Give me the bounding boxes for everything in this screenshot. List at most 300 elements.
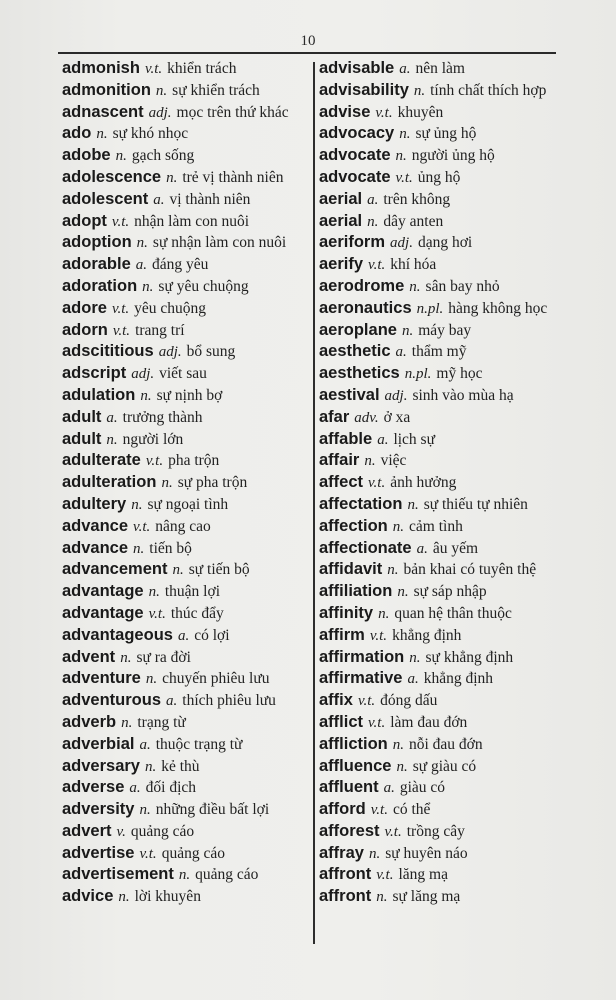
definition: khí hóa [390,256,437,274]
part-of-speech: v.t. [111,213,130,230]
headword: adventure [62,669,141,688]
dictionary-entry [62,429,314,451]
headword: affluent [319,778,379,797]
part-of-speech: n. [409,278,421,295]
dictionary-entry [319,821,571,843]
dictionary-entry [62,734,314,756]
definition: sự thiếu tự nhiên [423,495,528,513]
part-of-speech: v.t. [375,104,393,121]
definition: sự khiển trách [172,81,260,99]
dictionary-entry [62,516,314,538]
part-of-speech: n. [397,584,409,601]
dictionary-entry [62,232,314,254]
headword: affection [319,516,388,535]
definition: hàng không học [448,299,548,317]
part-of-speech: n. [115,148,127,165]
headword: adore [62,298,107,317]
headword: adulation [62,385,136,404]
dictionary-entry [62,821,314,843]
definition: sinh vào mùa hạ [412,386,514,404]
definition: trẻ vị thành niên [182,168,284,186]
definition: sự tiến bộ [188,561,250,579]
headword: affectionate [319,538,412,557]
definition: trạng từ [137,713,186,731]
part-of-speech: v.t. [111,300,130,317]
headword: afflict [319,712,364,731]
definition: kẻ thù [161,757,200,775]
part-of-speech: a. [135,257,148,274]
dictionary-entry [62,80,314,102]
headword: advertisement [62,865,174,884]
definition: người ủng hộ [411,147,495,165]
definition: sự ngoại tình [147,495,229,513]
definition: sự khó nhọc [112,125,189,143]
part-of-speech: n. [121,714,133,731]
headword: advise [319,102,371,121]
dictionary-entry [62,581,314,603]
dictionary-entry [319,320,571,342]
headword: advert [62,821,112,840]
part-of-speech: n. [409,649,421,666]
headword: affidavit [319,560,383,579]
dictionary-entry [319,102,571,124]
dictionary-entry [62,756,314,778]
dictionary-entry [319,603,571,625]
part-of-speech: a. [395,344,407,361]
part-of-speech: a. [407,671,419,688]
part-of-speech: n. [396,758,408,775]
headword: advocate [319,167,391,186]
part-of-speech: n. [142,278,154,295]
left-column [62,58,314,908]
definition: yêu chuộng [134,299,207,317]
definition: quảng cáo [161,844,225,862]
definition: âu yếm [432,539,479,557]
headword: adscititious [62,342,154,361]
definition: bổ sung [186,343,236,361]
dictionary-entry [319,145,571,167]
dictionary-entry [62,211,314,233]
definition: vị thành niên [169,190,251,208]
headword: aestival [319,385,380,404]
dictionary-entry [319,472,571,494]
part-of-speech: n.pl. [416,300,444,317]
part-of-speech: n. [387,562,399,579]
dictionary-entry [62,494,314,516]
headword: advocacy [319,124,395,143]
dictionary-entry [62,123,314,145]
headword: advantageous [62,625,173,644]
dictionary-entry [319,734,571,756]
dictionary-entry [62,320,314,342]
definition: nỗi đau đớn [409,735,483,753]
part-of-speech: a. [416,540,428,557]
headword: adolescent [62,189,149,208]
part-of-speech: adj. [131,366,155,383]
dictionary-entry [62,799,314,821]
definition: ở xa [383,408,411,426]
definition: chuyến phiêu lưu [162,670,270,688]
dictionary-entry [62,668,314,690]
dictionary-entry [62,450,314,472]
dictionary-entry [319,581,571,603]
definition: cảm tình [409,517,463,535]
headword: aerial [319,211,363,230]
headword: adult [62,407,102,426]
definition: quan hệ thân thuộc [394,604,512,622]
definition: sự khẳng định [425,648,514,666]
headword: affront [319,865,372,884]
dictionary-entry [62,407,314,429]
headword: afforest [319,821,380,840]
dictionary-entry [62,864,314,886]
definition: sự nhận làm con nuôi [152,234,287,252]
dictionary-entry [319,625,571,647]
dictionary-entry [319,516,571,538]
part-of-speech: v. [116,823,126,840]
dictionary-entry [319,211,571,233]
dictionary-entry [319,647,571,669]
headword: ado [62,124,92,143]
definition: tính chất thích hợp [430,81,547,99]
part-of-speech: v.t. [357,693,376,710]
definition: sự sáp nhập [413,583,487,601]
definition: làm đau đớn [390,713,468,731]
part-of-speech: adv. [354,409,379,426]
part-of-speech: n. [368,845,381,862]
part-of-speech: n. [133,540,145,557]
dictionary-entry [62,712,314,734]
definition: những điều bất lợi [155,801,270,819]
headword: afar [319,407,350,426]
part-of-speech: a. [367,191,379,208]
part-of-speech: v.t. [144,61,163,77]
dictionary-entry [319,276,571,298]
headword: affirm [319,625,365,644]
dictionary-entry [62,385,314,407]
headword: adult [62,429,102,448]
part-of-speech: a. [177,627,190,644]
part-of-speech: a. [383,780,395,797]
definition: lời khuyên [134,888,201,906]
dictionary-entry [319,864,571,886]
definition: mỹ học [436,365,483,383]
definition: ảnh hưởng [390,474,457,492]
part-of-speech: n. [392,518,405,535]
headword: advocate [319,146,391,165]
part-of-speech: a. [166,693,178,710]
headword: adultery [62,494,127,513]
dictionary-entry [62,58,314,80]
column-divider [313,62,315,944]
part-of-speech: n. [178,867,191,884]
headword: affiliation [319,582,393,601]
dictionary-entry [319,407,571,429]
dictionary-entry [319,189,571,211]
part-of-speech: n. [392,736,404,753]
dictionary-entry [319,712,571,734]
definition: người lớn [122,430,184,448]
headword: adorn [62,320,108,339]
definition: nâng cao [155,517,211,535]
dictionary-entry [319,298,571,320]
dictionary-entry [319,429,571,451]
dictionary-entry [319,559,571,581]
part-of-speech: n. [364,453,376,470]
definition: trưởng thành [122,408,203,426]
dictionary-entry [62,254,314,276]
headword: affliction [319,734,388,753]
right-column [319,58,571,908]
definition: sự huyên náo [385,844,468,862]
headword: adverb [62,712,117,731]
part-of-speech: a. [106,409,118,426]
headword: adulterate [62,451,141,470]
part-of-speech: n. [172,562,184,579]
dictionary-entry [62,167,314,189]
headword: advisability [319,80,409,99]
headword: affluence [319,756,392,775]
definition: việc [380,452,407,470]
dictionary-entry [319,843,571,865]
dictionary-entry [319,538,571,560]
part-of-speech: n. [399,126,411,143]
headword: adverbial [62,734,135,753]
part-of-speech: n. [140,387,152,404]
dictionary-entry [62,145,314,167]
dictionary-entry [62,102,314,124]
headword: advent [62,647,116,666]
part-of-speech: v.t. [145,453,164,470]
definition: bản khai có tuyên thệ [403,561,537,579]
part-of-speech: v.t. [368,475,386,492]
definition: trang trí [135,321,185,339]
headword: advantage [62,603,144,622]
definition: khiển trách [167,60,237,77]
dictionary-entry [62,559,314,581]
definition: thích phiêu lưu [182,692,276,710]
part-of-speech: n. [367,213,379,230]
definition: đáng yêu [152,256,209,274]
headword: affray [319,843,364,862]
definition: thuận lợi [164,583,220,601]
dictionary-entry [319,80,571,102]
definition: đóng dấu [380,692,438,710]
dictionary-entry [62,886,314,908]
dictionary-entry [62,363,314,385]
headword: afford [319,800,366,819]
dictionary-entry [62,472,314,494]
headword: affable [319,429,373,448]
headword: aerify [319,255,364,274]
headword: aeriform [319,233,386,252]
dictionary-entry [62,690,314,712]
definition: trồng cây [406,822,465,840]
part-of-speech: n. [401,322,414,339]
dictionary-entry [319,450,571,472]
dictionary-entry [62,341,314,363]
dictionary-entry [319,886,571,908]
part-of-speech: n. [136,235,148,252]
part-of-speech: v.t. [368,714,386,731]
definition: thẩm mỹ [411,343,467,361]
dictionary-entry [319,799,571,821]
part-of-speech: n. [161,475,173,492]
dictionary-entry [319,232,571,254]
part-of-speech: adj. [384,387,408,404]
headword: aerodrome [319,276,405,295]
definition: sự lăng mạ [392,888,461,906]
headword: adscript [62,364,127,383]
dictionary-entry [62,276,314,298]
part-of-speech: a. [129,780,141,797]
headword: adorable [62,255,131,274]
definition: sự pha trộn [177,474,248,492]
definition: nhận làm con nuôi [134,212,250,230]
headword: adolescence [62,167,162,186]
definition: có thể [392,801,431,819]
headword: affirmative [319,669,403,688]
definition: trên không [383,190,451,208]
part-of-speech: v.t. [133,518,151,535]
dictionary-entry [319,254,571,276]
headword: affair [319,451,360,470]
part-of-speech: n. [118,889,130,906]
dictionary-entry [319,690,571,712]
headword: adoption [62,233,132,252]
dictionary-entry [319,756,571,778]
headword: aesthetic [319,342,391,361]
part-of-speech: n. [155,82,168,99]
definition: khẳng định [423,670,494,688]
part-of-speech: n. [413,82,426,99]
headword: affront [319,887,372,906]
part-of-speech: v.t. [395,169,413,186]
part-of-speech: v.t. [148,605,166,622]
dictionary-entry [319,167,571,189]
headword: advantage [62,582,144,601]
headword: advice [62,887,114,906]
definition: khẳng định [392,626,462,644]
dictionary-entry [62,603,314,625]
dictionary-entry [319,123,571,145]
part-of-speech: n. [166,169,178,186]
part-of-speech: v.t. [384,823,402,840]
headword: adversary [62,756,140,775]
part-of-speech: v.t. [376,867,394,884]
dictionary-entry [62,625,314,647]
headword: adnascent [62,102,144,121]
headword: affectation [319,494,403,513]
part-of-speech: v.t. [368,257,386,274]
part-of-speech: n. [376,889,388,906]
definition: sân bay nhỏ [425,277,500,295]
headword: advance [62,516,129,535]
part-of-speech: n. [407,496,419,513]
definition: thuộc trạng từ [155,735,243,753]
dictionary-entry [62,777,314,799]
dictionary-entry [319,341,571,363]
part-of-speech: v.t. [369,627,388,644]
part-of-speech: n. [395,148,407,165]
definition: pha trộn [168,452,220,470]
definition: khuyên [397,103,444,121]
definition: sự giàu có [412,757,477,775]
definition: mọc trên thứ khác [176,103,289,121]
dictionary-entry [62,843,314,865]
headword: affect [319,473,364,492]
definition: nên làm [415,60,465,77]
dictionary-entry [319,58,571,80]
part-of-speech: n. [145,671,158,688]
dictionary-entry [319,777,571,799]
header-rule [58,52,556,54]
definition: quảng cáo [195,866,259,884]
definition: máy bay [418,321,472,339]
headword: admonish [62,59,140,77]
headword: advance [62,538,129,557]
headword: aerial [319,189,363,208]
definition: sự nịnh bợ [156,386,223,404]
headword: adoration [62,276,138,295]
dictionary-entry [62,538,314,560]
headword: adverse [62,778,125,797]
headword: affix [319,691,353,710]
definition: lịch sự [393,430,435,448]
headword: admonition [62,80,151,99]
part-of-speech: n. [144,758,157,775]
headword: affinity [319,603,374,622]
dictionary-entry [319,363,571,385]
headword: advertise [62,843,135,862]
part-of-speech: n. [120,649,132,666]
part-of-speech: a. [139,736,151,753]
headword: advisable [319,59,395,77]
headword: aeronautics [319,298,412,317]
part-of-speech: n. [106,431,118,448]
headword: aeroplane [319,320,397,339]
headword: adulteration [62,473,157,492]
part-of-speech: n. [148,584,160,601]
part-of-speech: a. [153,191,165,208]
definition: viết sau [159,365,207,383]
part-of-speech: n.pl. [404,366,432,383]
definition: giàu có [399,779,446,797]
dictionary-entry [319,385,571,407]
definition: tiến bộ [149,539,192,557]
headword: adopt [62,211,107,230]
part-of-speech: adj. [158,344,182,361]
headword: aesthetics [319,364,400,383]
definition: gạch sống [131,147,195,165]
definition: dây anten [383,212,444,230]
definition: quảng cáo [130,822,195,840]
part-of-speech: n. [131,496,143,513]
part-of-speech: a. [377,431,389,448]
part-of-speech: n. [139,802,151,819]
part-of-speech: adj. [148,104,172,121]
dictionary-entry [319,668,571,690]
headword: adversity [62,800,135,819]
definition: ủng hộ [417,168,461,186]
dictionary-entry [62,189,314,211]
definition: sự yêu chuộng [158,277,249,295]
dictionary-entry [62,647,314,669]
headword: advancement [62,560,168,579]
part-of-speech: n. [96,126,108,143]
definition: có lợi [194,626,230,644]
dictionary-entry [319,494,571,516]
